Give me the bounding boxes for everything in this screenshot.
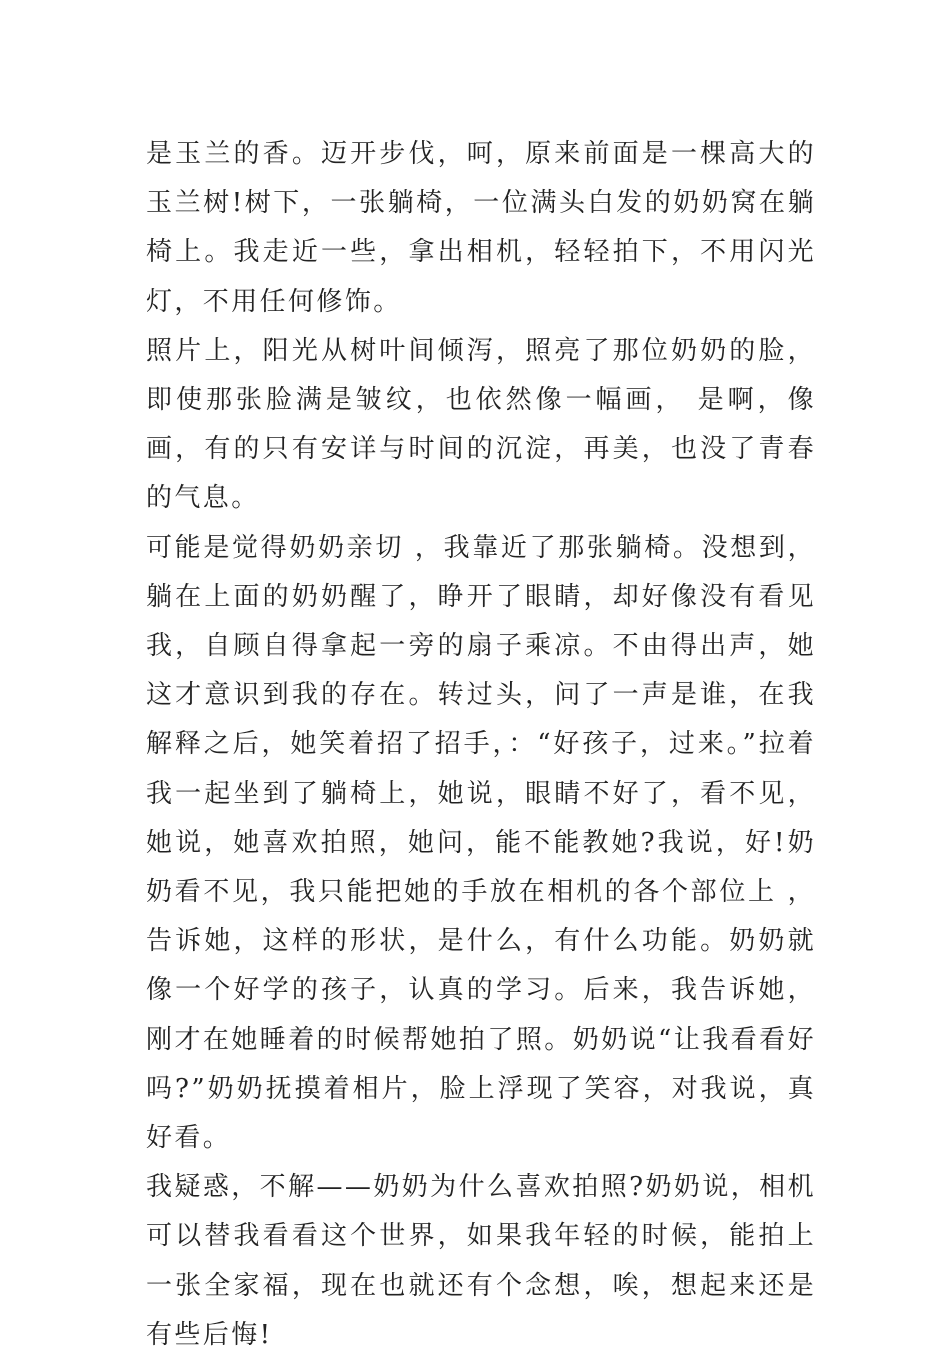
paragraph-4: 我疑惑，不解——奶奶为什么喜欢拍照?奶奶说，相机可以替我看看这个世界，如果我年轻的时候，能拍上一张全家福，现在也就还有个念想，唉，想起来还是有些后悔!	[146, 1172, 816, 1350]
body-text	[146, 130, 816, 1360]
paragraph-3: 可能是觉得奶奶亲切 ，我靠近了那张躺椅。没想到，躺在上面的奶奶醒了，睁开了眼睛，却好像没有看见我，自顾自得拿起一旁的扇子乘凉。不由得出声，她这才意识到我的存在。转过头，问了一声是谁，在我解释之后，她笑着招了招手，：“好孩子，过来。”拉着我一起坐到了躺椅上，她说，眼睛不好了，看不见，她说，她喜欢拍照，她问，能不能教她?我说，好!奶奶看不见，我只能把她的手放在相机的各个部位上 ，告诉她，这样的形状，是什么，有什么功能。奶奶就像一个好学的孩子，认真的学习。后来，我告诉她，刚才在她睡着的时候帮她拍了照。奶奶说“让我看看好吗?”奶奶抚摸着相片，脸上浮现了笑容，对我说，真好看。	[146, 532, 816, 1154]
paragraph-2: 照片上，阳光从树叶间倾泻，照亮了那位奶奶的脸，即使那张脸满是皱纹，也依然像一幅画， 是啊，像画，有的只有安详与时间的沉淀，再美，也没了青春的气息。	[146, 335, 816, 514]
paragraph-1: 是玉兰的香。迈开步伐，呵，原来前面是一棵高大的玉兰树!树下，一张躺椅，一位满头白发的奶奶窝在躺椅上。我走近一些，拿出相机，轻轻拍下，不用闪光灯，不用任何修饰。	[146, 139, 816, 317]
